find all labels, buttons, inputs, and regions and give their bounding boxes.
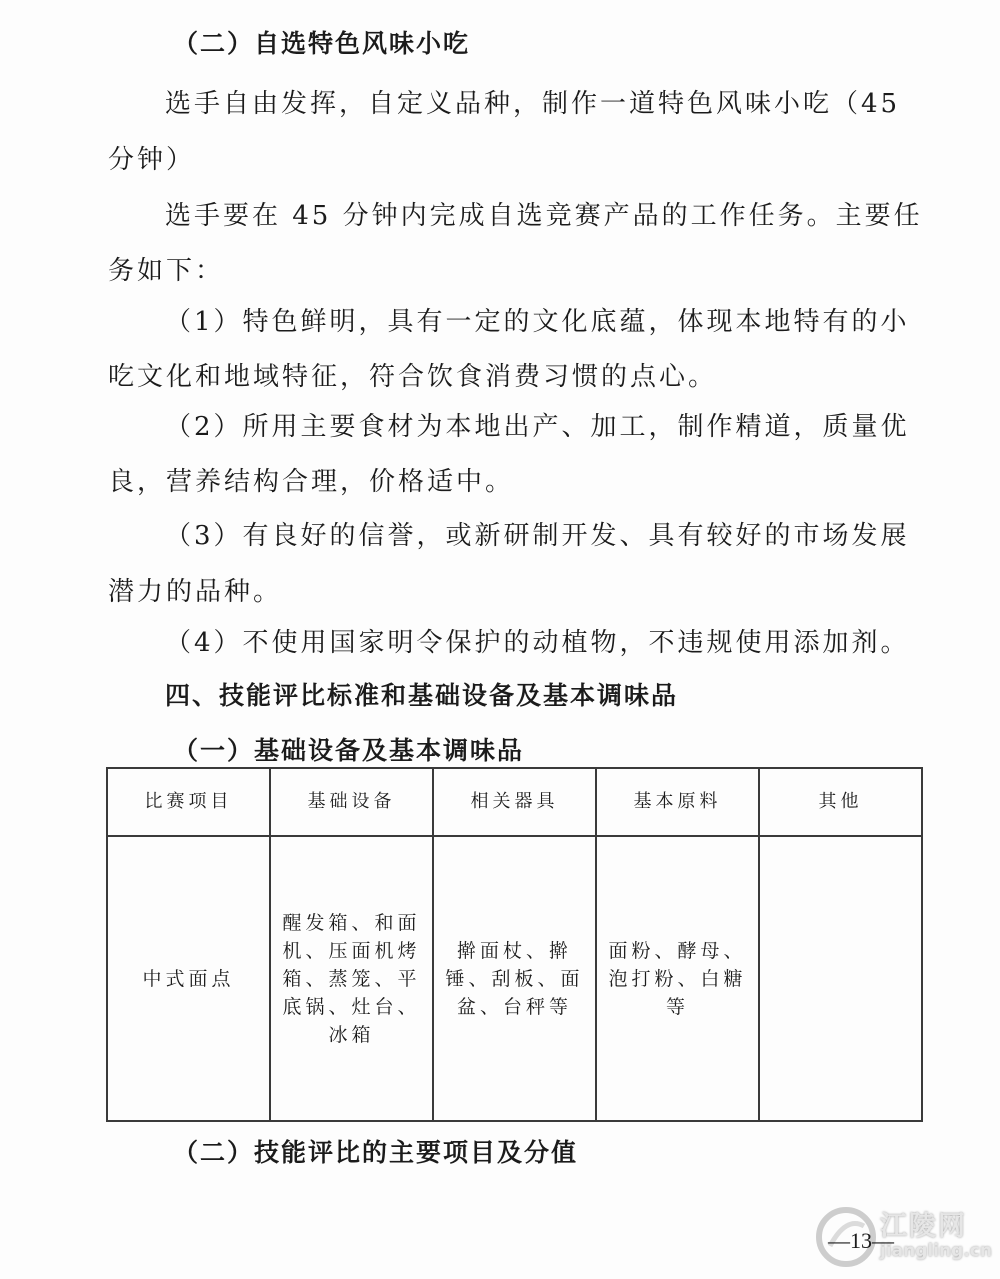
header-cell: 基本原料 xyxy=(596,768,759,836)
cell-equipment: 醒发箱、和面机、压面机烤箱、蒸笼、平底锅、灶台、冰箱 xyxy=(270,836,433,1121)
list-item-2-cont: 良，营养结构合理，价格适中。 xyxy=(108,467,515,497)
watermark-text-en: jiangling.cn xyxy=(880,1241,992,1261)
header-cell: 其他 xyxy=(759,768,922,836)
cell-tools: 擀面杖、擀锤、刮板、面盆、台秤等 xyxy=(433,836,596,1121)
paragraph-line: 选手要在 45 分钟内完成自选竞赛产品的工作任务。主要任 xyxy=(165,201,923,231)
header-cell: 比赛项目 xyxy=(107,768,270,836)
cell-other xyxy=(759,836,922,1121)
list-item-3: （3）有良好的信誉，或新研制开发、具有较好的市场发展 xyxy=(165,521,910,551)
section-heading-standards: 四、技能评比标准和基础设备及基本调味品 xyxy=(165,681,679,710)
table-header-row xyxy=(107,768,922,836)
list-item-1-cont: 吃文化和地域特征，符合饮食消费习惯的点心。 xyxy=(108,362,718,392)
paragraph-line: 选手自由发挥，自定义品种，制作一道特色风味小吃（45 xyxy=(165,89,901,119)
cell-item: 中式面点 xyxy=(107,836,270,1121)
page-number: —13— xyxy=(828,1228,894,1253)
cell-materials: 面粉、酵母、泡打粉、白糖等 xyxy=(596,836,759,1121)
section-heading-custom-snack: （二）自选特色风味小吃 xyxy=(173,29,471,58)
list-item-3-cont: 潜力的品种。 xyxy=(108,577,283,607)
table-row xyxy=(107,836,922,1121)
header-cell: 相关器具 xyxy=(433,768,596,836)
header-cell: 基础设备 xyxy=(270,768,433,836)
list-item-4: （4）不使用国家明令保护的动植物，不违规使用添加剂。 xyxy=(165,628,910,658)
paragraph-line: 务如下： xyxy=(108,256,225,286)
paragraph-line: 分钟） xyxy=(108,145,196,175)
list-item-1: （1）特色鲜明，具有一定的文化底蕴，体现本地特有的小 xyxy=(165,307,910,337)
watermark-text-cn: 江陵网 xyxy=(880,1211,967,1242)
subsection-heading-equipment: （一）基础设备及基本调味品 xyxy=(173,736,525,765)
list-item-2: （2）所用主要食材为本地出产、加工，制作精道，质量优 xyxy=(165,412,910,442)
equipment-table xyxy=(106,767,923,1122)
subsection-heading-scoring: （二）技能评比的主要项目及分值 xyxy=(173,1138,579,1167)
